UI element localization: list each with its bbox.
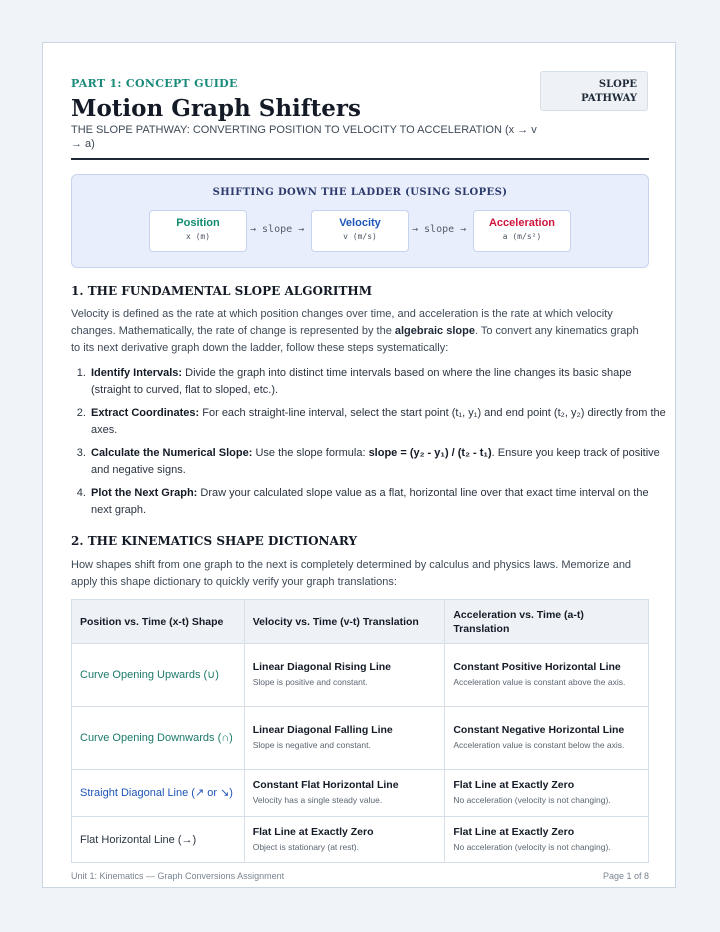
shape-cell: Straight Diagonal Line (↗ or ↘) xyxy=(72,770,245,817)
list-item xyxy=(89,405,667,439)
section-1-heading: 1. THE FUNDAMENTAL SLOPE ALGORITHM xyxy=(71,284,373,298)
part-kicker: PART 1: CONCEPT GUIDE xyxy=(71,77,238,90)
velocity-main: Linear Diagonal Rising Line xyxy=(252,661,391,673)
velocity-main: Flat Line at Exactly Zero xyxy=(252,825,374,838)
table-row xyxy=(72,707,649,770)
ladder-title: SHIFTING DOWN THE LADDER (USING SLOPES) xyxy=(212,187,508,198)
ladder-box-velocity xyxy=(311,210,409,252)
velocity-main: Linear Diagonal Falling Line xyxy=(252,724,393,736)
velocity-cell xyxy=(244,644,445,707)
step-text: . Ensure you keep track of positive and negative signs. xyxy=(91,447,660,476)
velocity-main: Constant Flat Horizontal Line xyxy=(252,779,399,791)
ladder-arrow-2: → slope → xyxy=(412,224,467,235)
acceleration-cell xyxy=(445,707,649,770)
badge-line-2: PATHWAY xyxy=(581,93,637,104)
slope-ladder-panel xyxy=(71,174,649,268)
ladder-acceleration-unit: a (m/s²) xyxy=(502,232,542,241)
ladder-position-unit: x (m) xyxy=(185,232,211,241)
column-header: Velocity vs. Time (v-t) Translation xyxy=(244,600,445,644)
velocity-sub: Slope is positive and constant. xyxy=(252,677,368,687)
step-title: Extract Coordinates: xyxy=(91,407,200,419)
page-title: Motion Graph Shifters xyxy=(71,95,361,122)
acceleration-cell xyxy=(445,770,649,817)
intro-text-a: Velocity is defined as the rate at which position changes over time, and acceleration is the rate at which velocity changes. Mathematically, the rate of change is represented by the xyxy=(71,308,613,337)
velocity-cell xyxy=(244,707,445,770)
header-divider xyxy=(71,158,649,160)
list-item xyxy=(89,485,667,519)
shape-cell: Flat Horizontal Line (→) xyxy=(72,817,245,863)
acceleration-sub: No acceleration (velocity is not changing). xyxy=(453,795,611,805)
velocity-cell xyxy=(244,770,445,817)
acceleration-sub: No acceleration (velocity is not changing). xyxy=(453,841,611,852)
badge-line-1: SLOPE xyxy=(598,79,637,90)
page-subtitle: THE SLOPE PATHWAY: CONVERTING POSITION TO VELOCITY TO ACCELERATION (x → v → a) xyxy=(71,124,537,150)
section-1-intro xyxy=(71,306,649,357)
velocity-sub: Object is stationary (at rest). xyxy=(252,841,360,852)
shape-dictionary-table xyxy=(71,599,649,863)
section-2-heading: 2. THE KINEMATICS SHAPE DICTIONARY xyxy=(71,534,358,548)
step-title: Identify Intervals: xyxy=(91,367,183,379)
shape-cell: Curve Opening Upwards (∪) xyxy=(72,644,245,707)
step-text: Draw your calculated slope value as a flat, horizontal line over that exact time interval on the next graph. xyxy=(91,487,649,516)
footer-unit-label: Unit 1: Kinematics — Graph Conversions Assignment xyxy=(71,871,285,881)
acceleration-cell xyxy=(445,817,649,863)
step-text: Divide the graph into distinct time intervals based on where the line changes its basic shape (straight to curved, flat to sloped, etc.). xyxy=(91,367,632,396)
shape-cell: Curve Opening Downwards (∩) xyxy=(72,707,245,770)
ladder-acceleration-label: Acceleration xyxy=(488,217,556,229)
list-item xyxy=(89,365,667,399)
table-header-row xyxy=(72,600,649,644)
velocity-sub: Velocity has a single steady value. xyxy=(252,795,383,805)
page-footer xyxy=(71,871,649,881)
intro-text-b: . To convert any kinematics graph to its next derivative graph down the ladder, follow these steps systematically: xyxy=(71,325,639,354)
step-text: Use the slope formula: xyxy=(252,447,369,459)
step-title: Plot the Next Graph: xyxy=(91,487,198,499)
ladder-box-position xyxy=(149,210,247,252)
step-text: For each straight-line interval, select the start point (t₁, y₁) and end point (t₂, y₂) directly from the axes. xyxy=(91,407,666,436)
column-header: Position vs. Time (x-t) Shape xyxy=(72,600,245,644)
slope-steps-list xyxy=(71,365,667,525)
acceleration-main: Constant Positive Horizontal Line xyxy=(453,661,621,673)
velocity-cell xyxy=(244,817,445,863)
step-title: Calculate the Numerical Slope: xyxy=(91,447,253,459)
slope-formula: slope = (y₂ - y₁) / (t₂ - t₁) xyxy=(368,447,492,459)
ladder-velocity-unit: v (m/s) xyxy=(343,232,377,241)
velocity-sub: Slope is negative and constant. xyxy=(252,740,371,750)
column-header: Acceleration vs. Time (a-t) Translation xyxy=(445,600,649,644)
table-row xyxy=(72,770,649,817)
acceleration-main: Constant Negative Horizontal Line xyxy=(453,724,625,736)
ladder-arrow-1: → slope → xyxy=(250,224,305,235)
list-item xyxy=(89,445,667,479)
pathway-badge xyxy=(540,71,648,111)
section-2-intro: How shapes shift from one graph to the next is completely determined by calculus and physics laws. Memorize and apply this shape dictionary to quickly verify your graph translations: xyxy=(71,559,632,588)
ladder-velocity-label: Velocity xyxy=(339,217,381,229)
ladder-position-label: Position xyxy=(176,217,220,229)
table-row xyxy=(72,644,649,707)
document-page xyxy=(42,42,676,888)
ladder-box-acceleration xyxy=(473,210,571,252)
intro-bold: algebraic slope xyxy=(394,325,475,337)
acceleration-main: Flat Line at Exactly Zero xyxy=(453,825,575,838)
acceleration-sub: Acceleration value is constant above the axis. xyxy=(453,677,626,687)
table-row xyxy=(72,817,649,863)
page-number: Page 1 of 8 xyxy=(602,871,649,881)
acceleration-cell xyxy=(445,644,649,707)
acceleration-sub: Acceleration value is constant below the axis. xyxy=(453,740,625,750)
acceleration-main: Flat Line at Exactly Zero xyxy=(453,779,575,791)
